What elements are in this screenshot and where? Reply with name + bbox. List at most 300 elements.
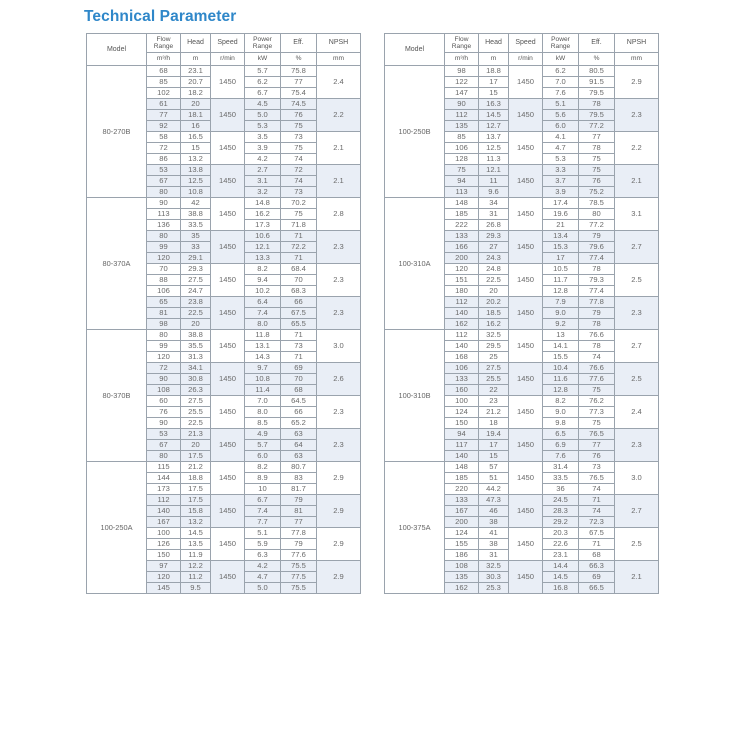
flow-cell: 113	[445, 187, 479, 198]
speed-cell: 1450	[211, 165, 245, 198]
flow-range-header	[445, 34, 479, 53]
eff-cell: 77.5	[281, 572, 317, 583]
table-body	[385, 66, 659, 594]
power-cell: 10.5	[543, 264, 579, 275]
head-cell: 17	[479, 440, 509, 451]
power-cell: 11.7	[543, 275, 579, 286]
power-cell: 15.5	[543, 352, 579, 363]
model-name-cell: 80-370A	[87, 198, 147, 330]
flow-cell: 102	[147, 88, 181, 99]
npsh-cell: 2.7	[615, 495, 659, 528]
table-row	[87, 66, 361, 77]
eff-cell: 76.6	[579, 363, 615, 374]
power-cell: 16.2	[245, 209, 281, 220]
unit-npsh: mm	[317, 53, 361, 66]
eff-cell: 80.5	[579, 66, 615, 77]
eff-cell: 75.4	[281, 88, 317, 99]
flow-cell: 133	[445, 374, 479, 385]
head-cell: 41	[479, 528, 509, 539]
table-row	[87, 330, 361, 341]
power-cell: 2.7	[245, 165, 281, 176]
speed-cell: 1450	[509, 66, 543, 99]
speed-header: Speed	[509, 34, 543, 53]
eff-cell: 75	[579, 418, 615, 429]
power-cell: 8.9	[245, 473, 281, 484]
flow-cell: 72	[147, 363, 181, 374]
flow-cell: 117	[445, 440, 479, 451]
power-cell: 9.0	[543, 407, 579, 418]
eff-cell: 91.5	[579, 77, 615, 88]
head-cell: 12.5	[181, 176, 211, 187]
head-cell: 23	[479, 396, 509, 407]
power-cell: 6.5	[543, 429, 579, 440]
eff-cell: 83	[281, 473, 317, 484]
head-cell: 21.3	[181, 429, 211, 440]
flow-cell: 90	[147, 374, 181, 385]
power-cell: 7.4	[245, 308, 281, 319]
eff-cell: 69	[281, 363, 317, 374]
eff-cell: 76	[579, 451, 615, 462]
eff-cell: 76.5	[579, 429, 615, 440]
head-cell: 38.8	[181, 330, 211, 341]
power-cell: 7.6	[543, 451, 579, 462]
speed-cell: 1450	[509, 99, 543, 132]
head-cell: 26.8	[479, 220, 509, 231]
eff-cell: 77.4	[579, 253, 615, 264]
npsh-cell: 2.3	[317, 297, 361, 330]
power-cell: 6.7	[245, 88, 281, 99]
power-cell: 17	[543, 253, 579, 264]
power-cell: 14.8	[245, 198, 281, 209]
eff-cell: 77	[579, 132, 615, 143]
speed-cell: 1450	[509, 528, 543, 561]
npsh-cell: 2.3	[317, 429, 361, 462]
flow-cell: 126	[147, 539, 181, 550]
unit-speed: r/min	[509, 53, 543, 66]
head-cell: 18.8	[181, 473, 211, 484]
power-cell: 8.2	[543, 396, 579, 407]
head-cell: 22.5	[181, 418, 211, 429]
head-cell: 12.7	[479, 121, 509, 132]
head-cell: 27	[479, 242, 509, 253]
eff-cell: 68.3	[281, 286, 317, 297]
npsh-cell: 2.3	[615, 99, 659, 132]
flow-cell: 140	[445, 308, 479, 319]
header-row	[385, 34, 659, 53]
eff-cell: 76.5	[579, 473, 615, 484]
head-cell: 29.3	[479, 231, 509, 242]
eff-cell: 78	[579, 99, 615, 110]
power-cell: 4.2	[245, 561, 281, 572]
head-cell: 9.5	[181, 583, 211, 594]
head-cell: 30.8	[181, 374, 211, 385]
head-cell: 11.2	[181, 572, 211, 583]
npsh-cell: 3.0	[615, 462, 659, 495]
eff-cell: 80.7	[281, 462, 317, 473]
flow-cell: 94	[445, 176, 479, 187]
flow-cell: 155	[445, 539, 479, 550]
flow-cell: 173	[147, 484, 181, 495]
npsh-cell: 2.4	[615, 396, 659, 429]
head-cell: 13.5	[181, 539, 211, 550]
flow-cell: 185	[445, 209, 479, 220]
eff-cell: 77.6	[579, 374, 615, 385]
unit-flow: m³/h	[445, 53, 479, 66]
eff-cell: 74	[579, 484, 615, 495]
flow-cell: 150	[445, 418, 479, 429]
table-row	[87, 198, 361, 209]
model-name-cell: 100-310B	[385, 330, 445, 462]
table-row	[385, 462, 659, 473]
flow-cell: 147	[445, 88, 479, 99]
head-cell: 38.8	[181, 209, 211, 220]
flow-cell: 108	[147, 385, 181, 396]
head-cell: 15	[181, 143, 211, 154]
eff-cell: 72	[281, 165, 317, 176]
flow-cell: 136	[147, 220, 181, 231]
model-name-cell: 100-250A	[87, 462, 147, 594]
npsh-cell: 2.9	[317, 528, 361, 561]
parameter-table-left	[86, 33, 361, 594]
npsh-cell: 2.9	[317, 495, 361, 528]
eff-cell: 79.3	[579, 275, 615, 286]
head-cell: 16	[181, 121, 211, 132]
power-cell: 5.0	[245, 110, 281, 121]
speed-cell: 1450	[509, 396, 543, 429]
speed-cell: 1450	[509, 198, 543, 231]
power-cell: 10.4	[543, 363, 579, 374]
head-cell: 29.3	[181, 264, 211, 275]
eff-cell: 64.5	[281, 396, 317, 407]
eff-cell: 76.2	[579, 396, 615, 407]
eff-cell: 73	[579, 462, 615, 473]
flow-cell: 90	[445, 99, 479, 110]
power-cell: 7.7	[245, 517, 281, 528]
flow-cell: 115	[147, 462, 181, 473]
power-cell: 10.2	[245, 286, 281, 297]
head-cell: 18.5	[479, 308, 509, 319]
flow-cell: 222	[445, 220, 479, 231]
flow-cell: 80	[147, 231, 181, 242]
eff-cell: 70	[281, 374, 317, 385]
flow-cell: 168	[445, 352, 479, 363]
power-cell: 6.3	[245, 550, 281, 561]
power-cell: 12.8	[543, 385, 579, 396]
head-cell: 21.2	[181, 462, 211, 473]
table-header	[87, 34, 361, 66]
npsh-cell: 2.3	[317, 264, 361, 297]
speed-cell: 1450	[211, 462, 245, 495]
power-cell: 6.2	[245, 77, 281, 88]
eff-header: Eff.	[579, 34, 615, 53]
power-cell: 29.2	[543, 517, 579, 528]
table-row	[385, 66, 659, 77]
npsh-cell: 2.1	[615, 561, 659, 594]
speed-cell: 1450	[211, 363, 245, 396]
power-cell: 24.5	[543, 495, 579, 506]
speed-cell: 1450	[509, 264, 543, 297]
head-cell: 57	[479, 462, 509, 473]
power-cell: 3.5	[245, 132, 281, 143]
eff-cell: 77	[281, 517, 317, 528]
head-cell: 14.5	[479, 110, 509, 121]
head-cell: 15	[479, 451, 509, 462]
flow-cell: 61	[147, 99, 181, 110]
head-cell: 9.6	[479, 187, 509, 198]
head-cell: 12.2	[181, 561, 211, 572]
eff-header: Eff.	[281, 34, 317, 53]
speed-cell: 1450	[509, 495, 543, 528]
flow-cell: 98	[147, 319, 181, 330]
power-cell: 6.4	[245, 297, 281, 308]
head-cell: 33.5	[181, 220, 211, 231]
eff-cell: 79	[579, 231, 615, 242]
power-cell: 7.9	[543, 297, 579, 308]
power-cell: 4.5	[245, 99, 281, 110]
npsh-cell: 2.5	[615, 363, 659, 396]
speed-cell: 1450	[509, 231, 543, 264]
unit-eff: %	[281, 53, 317, 66]
head-cell: 24.7	[181, 286, 211, 297]
power-cell: 3.2	[245, 187, 281, 198]
eff-cell: 79	[281, 539, 317, 550]
flow-cell: 220	[445, 484, 479, 495]
npsh-cell: 2.9	[615, 66, 659, 99]
power-cell: 5.1	[543, 99, 579, 110]
flow-cell: 108	[445, 561, 479, 572]
npsh-cell: 2.2	[317, 99, 361, 132]
head-cell: 18.8	[479, 66, 509, 77]
head-cell: 17.5	[181, 495, 211, 506]
power-range-header-line-2: Range	[550, 43, 571, 50]
head-cell: 11.9	[181, 550, 211, 561]
eff-cell: 81	[281, 506, 317, 517]
power-cell: 11.6	[543, 374, 579, 385]
eff-cell: 67.5	[281, 308, 317, 319]
head-cell: 22	[479, 385, 509, 396]
head-cell: 35	[181, 231, 211, 242]
power-cell: 8.0	[245, 319, 281, 330]
speed-cell: 1450	[509, 462, 543, 495]
speed-cell: 1450	[509, 132, 543, 165]
head-cell: 25	[479, 352, 509, 363]
head-cell: 25.3	[479, 583, 509, 594]
power-cell: 17.4	[543, 198, 579, 209]
table-row	[385, 198, 659, 209]
power-cell: 8.2	[245, 462, 281, 473]
flow-cell: 148	[445, 198, 479, 209]
power-cell: 10	[245, 484, 281, 495]
eff-cell: 70.2	[281, 198, 317, 209]
flow-cell: 124	[445, 407, 479, 418]
flow-cell: 85	[147, 77, 181, 88]
head-cell: 20	[479, 286, 509, 297]
eff-cell: 71.8	[281, 220, 317, 231]
header-row	[87, 34, 361, 53]
head-cell: 13.7	[479, 132, 509, 143]
eff-cell: 75.2	[579, 187, 615, 198]
head-cell: 34.1	[181, 363, 211, 374]
head-cell: 21.2	[479, 407, 509, 418]
power-cell: 6.0	[543, 121, 579, 132]
power-cell: 10.8	[245, 374, 281, 385]
head-cell: 17.5	[181, 451, 211, 462]
speed-cell: 1450	[509, 561, 543, 594]
power-cell: 6.2	[543, 66, 579, 77]
power-cell: 4.7	[543, 143, 579, 154]
flow-cell: 150	[147, 550, 181, 561]
model-name-cell: 80-370B	[87, 330, 147, 462]
eff-cell: 68	[579, 550, 615, 561]
flow-cell: 80	[147, 330, 181, 341]
npsh-header: NPSH	[317, 34, 361, 53]
flow-cell: 160	[445, 385, 479, 396]
head-cell: 23.8	[181, 297, 211, 308]
eff-cell: 73	[281, 132, 317, 143]
flow-cell: 122	[445, 77, 479, 88]
head-cell: 29.1	[181, 253, 211, 264]
head-cell: 10.8	[181, 187, 211, 198]
flow-cell: 166	[445, 242, 479, 253]
flow-cell: 100	[147, 528, 181, 539]
head-cell: 19.4	[479, 429, 509, 440]
npsh-cell: 2.5	[615, 528, 659, 561]
power-cell: 13	[543, 330, 579, 341]
head-cell: 27.5	[181, 396, 211, 407]
head-cell: 30.3	[479, 572, 509, 583]
head-cell: 11	[479, 176, 509, 187]
flow-cell: 113	[147, 209, 181, 220]
head-cell: 17	[479, 77, 509, 88]
head-cell: 25.5	[181, 407, 211, 418]
flow-cell: 106	[445, 143, 479, 154]
power-cell: 14.5	[543, 572, 579, 583]
flow-cell: 76	[147, 407, 181, 418]
flow-cell: 106	[147, 286, 181, 297]
head-cell: 14.5	[181, 528, 211, 539]
eff-cell: 75	[579, 154, 615, 165]
flow-cell: 98	[445, 66, 479, 77]
npsh-cell: 3.1	[615, 198, 659, 231]
eff-cell: 76	[281, 110, 317, 121]
npsh-cell: 2.6	[317, 363, 361, 396]
flow-cell: 53	[147, 429, 181, 440]
eff-cell: 77	[579, 440, 615, 451]
eff-cell: 75	[579, 165, 615, 176]
speed-cell: 1450	[211, 396, 245, 429]
eff-cell: 72.2	[281, 242, 317, 253]
flow-cell: 90	[147, 198, 181, 209]
head-cell: 15.8	[181, 506, 211, 517]
eff-cell: 75	[281, 143, 317, 154]
eff-cell: 76.6	[579, 330, 615, 341]
eff-cell: 71	[281, 253, 317, 264]
flow-cell: 67	[147, 440, 181, 451]
speed-cell: 1450	[509, 363, 543, 396]
eff-cell: 66.5	[579, 583, 615, 594]
eff-cell: 78	[579, 319, 615, 330]
flow-cell: 80	[147, 187, 181, 198]
head-cell: 38	[479, 517, 509, 528]
power-cell: 9.2	[543, 319, 579, 330]
head-cell: 13.8	[181, 165, 211, 176]
power-cell: 31.4	[543, 462, 579, 473]
power-cell: 33.5	[543, 473, 579, 484]
speed-cell: 1450	[509, 330, 543, 363]
power-cell: 14.4	[543, 561, 579, 572]
head-cell: 44.2	[479, 484, 509, 495]
head-cell: 27.5	[181, 275, 211, 286]
npsh-cell: 2.7	[615, 231, 659, 264]
flow-cell: 70	[147, 264, 181, 275]
unit-head: m	[181, 53, 211, 66]
head-cell: 23.1	[181, 66, 211, 77]
flow-cell: 140	[445, 451, 479, 462]
flow-cell: 120	[147, 352, 181, 363]
flow-cell: 167	[147, 517, 181, 528]
model-header: Model	[87, 34, 147, 66]
eff-cell: 77.3	[579, 407, 615, 418]
flow-cell: 180	[445, 286, 479, 297]
power-cell: 5.3	[543, 154, 579, 165]
head-cell: 29.5	[479, 341, 509, 352]
head-cell: 22.5	[479, 275, 509, 286]
power-cell: 7.4	[245, 506, 281, 517]
unit-flow: m³/h	[147, 53, 181, 66]
speed-cell: 1450	[211, 429, 245, 462]
eff-cell: 77.6	[281, 550, 317, 561]
power-range-header-line-1: Power	[551, 36, 570, 43]
power-cell: 3.7	[543, 176, 579, 187]
head-cell: 12.5	[479, 143, 509, 154]
power-cell: 11.4	[245, 385, 281, 396]
npsh-cell: 2.1	[615, 165, 659, 198]
power-cell: 10.6	[245, 231, 281, 242]
eff-cell: 74.5	[281, 99, 317, 110]
flow-cell: 162	[445, 319, 479, 330]
power-cell: 15.3	[543, 242, 579, 253]
power-cell: 20.3	[543, 528, 579, 539]
flow-cell: 81	[147, 308, 181, 319]
eff-cell: 71	[579, 495, 615, 506]
head-cell: 47.3	[479, 495, 509, 506]
npsh-cell: 2.5	[615, 264, 659, 297]
flow-cell: 53	[147, 165, 181, 176]
head-cell: 12.1	[479, 165, 509, 176]
eff-cell: 80	[579, 209, 615, 220]
head-cell: 32.5	[479, 330, 509, 341]
flow-cell: 120	[147, 253, 181, 264]
npsh-cell: 2.9	[317, 561, 361, 594]
flow-cell: 186	[445, 550, 479, 561]
flow-cell: 144	[147, 473, 181, 484]
power-cell: 5.1	[245, 528, 281, 539]
model-name-cell: 80-270B	[87, 66, 147, 198]
flow-cell: 60	[147, 396, 181, 407]
eff-cell: 66	[281, 407, 317, 418]
head-cell: 20.2	[479, 297, 509, 308]
eff-cell: 74	[579, 352, 615, 363]
power-cell: 4.7	[245, 572, 281, 583]
eff-cell: 72.3	[579, 517, 615, 528]
flow-cell: 133	[445, 231, 479, 242]
eff-cell: 79.6	[579, 242, 615, 253]
unit-eff: %	[579, 53, 615, 66]
power-cell: 36	[543, 484, 579, 495]
page-title: Technical Parameter	[84, 8, 237, 25]
power-cell: 14.1	[543, 341, 579, 352]
power-cell: 3.1	[245, 176, 281, 187]
